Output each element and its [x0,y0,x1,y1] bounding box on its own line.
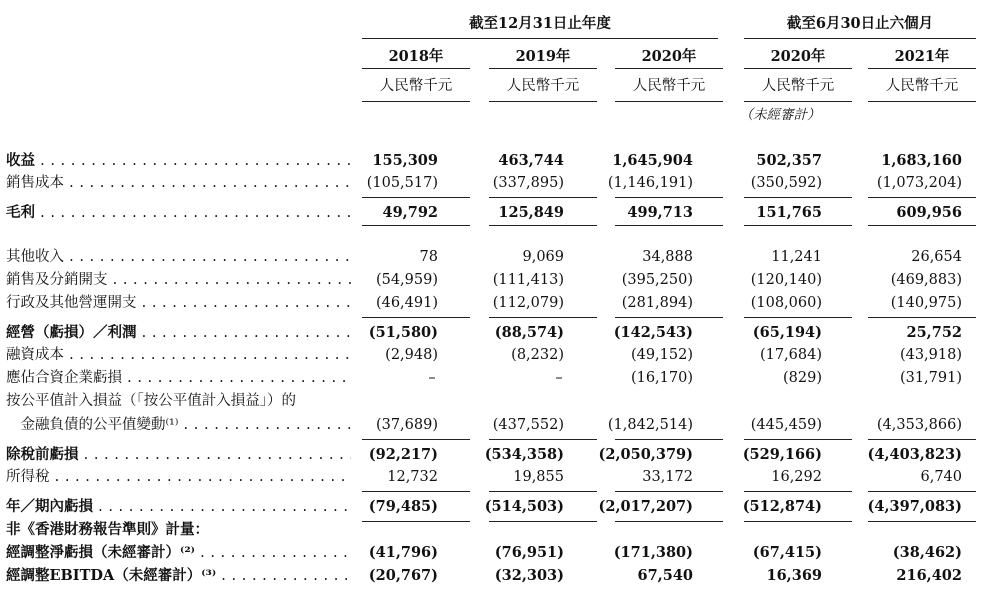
row-value: (41,796) [368,544,438,561]
row-value: 151,765 [756,204,822,221]
row-value: (514,503) [484,498,564,515]
row-label: 行政及其他營運開支 . . . [6,293,351,314]
row-value: (171,380) [613,544,693,561]
row-value: (120,140) [750,272,822,288]
row-label: 經調整淨虧損（未經審計）⁽²⁾ . . . [6,542,351,563]
year-rule [744,68,852,69]
total-rule [868,317,976,318]
row-value: 125,849 [498,204,564,221]
total-rule [868,439,976,440]
row-value: (49,152) [630,347,693,363]
row-value: (350,592) [750,175,822,191]
row-value: (79,485) [368,498,438,515]
total-rule [362,521,470,522]
row-value: (46,491) [375,295,438,311]
table-row [0,415,985,436]
row-value: 499,713 [627,204,693,221]
year-rule [868,68,976,69]
row-value: (105,517) [366,175,438,191]
row-value: 6,740 [920,469,962,485]
row-value: (92,217) [368,446,438,463]
row-value: 19,855 [513,469,564,485]
table-row [0,467,985,488]
total-rule [868,197,976,198]
row-value: (281,894) [621,295,693,311]
row-value: (1,842,514) [607,417,693,433]
total-rule [615,521,723,522]
row-label: 毛利 . . . [6,202,351,223]
unit-rule [868,101,976,102]
row-value: 25,752 [906,324,962,341]
row-value: 1,683,160 [881,152,962,169]
row-value: (1,146,191) [607,175,693,191]
row-value: (88,574) [494,324,564,341]
row-label: 銷售成本 . . . [6,173,351,194]
row-value: (4,353,866) [876,417,962,433]
row-value: (20,767) [368,567,438,584]
unit-rule [615,101,723,102]
row-label: 所得稅 . . . [6,467,351,488]
total-rule [362,317,470,318]
row-value: (445,459) [750,417,822,433]
row-value: 216,402 [896,567,962,584]
row-value: (37,689) [375,417,438,433]
row-value: (2,017,207) [598,498,693,515]
total-rule [489,197,597,198]
total-rule [744,491,852,492]
table-row [0,368,985,389]
row-value: (43,918) [899,347,962,363]
total-rule [615,491,723,492]
group-rule-interim [744,38,976,39]
column-year-2019: 2019年 [515,48,571,65]
row-value: 12,732 [387,469,438,485]
row-value: (469,883) [890,272,962,288]
row-value: (67,415) [752,544,822,561]
row-value: (512,874) [742,498,822,515]
year-rule [615,68,723,69]
unit-rule [744,101,852,102]
row-value: 463,744 [498,152,564,169]
row-value: 34,888 [642,249,693,265]
row-value: (38,462) [892,544,962,561]
column-unit: 人民幣千元 [506,78,580,94]
total-rule [868,225,976,226]
row-label: 經調整EBITDA（未經審計）⁽³⁾ . . . [6,565,351,586]
row-label: 應佔合資企業虧損 . . . [6,368,351,389]
year-rule [362,68,470,69]
table-row [0,519,985,540]
column-unit: 人民幣千元 [379,78,453,94]
table-row [0,173,985,194]
column-unit: 人民幣千元 [885,78,959,94]
table-row [0,270,985,291]
total-rule [489,521,597,522]
row-value: (108,060) [750,295,822,311]
row-value: (16,170) [630,370,693,386]
row-value: (111,413) [492,272,564,288]
row-value: (337,895) [492,175,564,191]
row-value: 11,241 [771,249,822,265]
row-value: 16,292 [771,469,822,485]
total-rule [615,317,723,318]
total-rule [615,439,723,440]
row-value: 609,956 [896,204,962,221]
row-label: 融資成本 . . . [6,345,351,366]
row-value: (142,543) [613,324,693,341]
total-rule [489,439,597,440]
total-rule [744,225,852,226]
total-rule [744,317,852,318]
row-value: (2,050,379) [598,446,693,463]
year-rule [489,68,597,69]
row-value: (112,079) [492,295,564,311]
row-value: – [428,370,436,386]
column-year-2021-interim: 2021年 [894,48,950,65]
row-value: (4,403,823) [867,446,962,463]
row-value: (829) [783,370,822,386]
row-value: (8,232) [511,347,564,363]
column-unit: 人民幣千元 [761,78,835,94]
row-value: (51,580) [368,324,438,341]
group-rule-annual [362,38,718,39]
table-row [0,322,985,343]
table-row [0,345,985,366]
row-label: 其他收入 . . . [6,247,351,268]
row-value: (2,948) [385,347,438,363]
table-row [0,496,985,517]
column-year-2018: 2018年 [388,48,444,65]
total-rule [744,521,852,522]
row-value: 26,654 [911,249,962,265]
total-rule [489,317,597,318]
row-label: 非《香港財務報告準則》計量： [6,521,209,538]
row-value: (54,959) [375,272,438,288]
row-value: (4,397,083) [867,498,962,515]
row-value: 1,645,904 [612,152,693,169]
table-row [0,293,985,314]
row-value: 502,357 [756,152,822,169]
column-year-2020-interim: 2020年 [770,48,826,65]
row-value: (31,791) [899,370,962,386]
total-rule [362,439,470,440]
unaudited-note: （未經審計） [739,107,821,123]
total-rule [615,197,723,198]
total-rule [744,197,852,198]
group-header-interim: 截至6月30日止六個月 [786,15,934,32]
row-label: 收益 . . . [6,150,351,171]
total-rule [744,439,852,440]
total-rule [362,197,470,198]
row-value: (395,250) [621,272,693,288]
row-value: 78 [419,249,438,265]
row-label: 銷售及分銷開支 . . . [6,270,351,291]
row-label: 除稅前虧損 . . . [6,444,351,465]
column-year-2020: 2020年 [641,48,697,65]
table-row [0,391,985,412]
table-row [0,247,985,268]
row-label: 按公平值計入損益（「按公平值計入損益」）的 [6,393,296,409]
row-label: 經營（虧損）／利潤 . . . [6,322,351,343]
row-value: 9,069 [522,249,564,265]
table-row [0,542,985,563]
column-unit: 人民幣千元 [632,78,706,94]
row-label: 金融負債的公平值變動⁽¹⁾ . . . [6,415,351,436]
row-value: (534,358) [484,446,564,463]
row-value: – [555,370,563,386]
total-rule [362,225,470,226]
group-header-annual: 截至12月31日止年度 [469,15,611,32]
total-rule [489,225,597,226]
unit-rule [362,101,470,102]
total-rule [489,491,597,492]
row-label: 年／期內虧損 . . . [6,496,351,517]
table-row [0,150,985,171]
row-value: (17,684) [759,347,822,363]
row-value: (140,975) [890,295,962,311]
row-value: 67,540 [637,567,693,584]
table-row [0,202,985,223]
row-value: (76,951) [494,544,564,561]
total-rule [615,225,723,226]
row-value: (65,194) [752,324,822,341]
total-rule [868,521,976,522]
table-row [0,444,985,465]
row-value: 155,309 [372,152,438,169]
row-value: 33,172 [642,469,693,485]
table-row [0,565,985,586]
total-rule [362,491,470,492]
row-value: (529,166) [742,446,822,463]
row-value: 49,792 [382,204,438,221]
row-value: 16,369 [766,567,822,584]
row-value: (437,552) [492,417,564,433]
unit-rule [489,101,597,102]
total-rule [868,491,976,492]
row-value: (32,303) [494,567,564,584]
row-value: (1,073,204) [876,175,962,191]
